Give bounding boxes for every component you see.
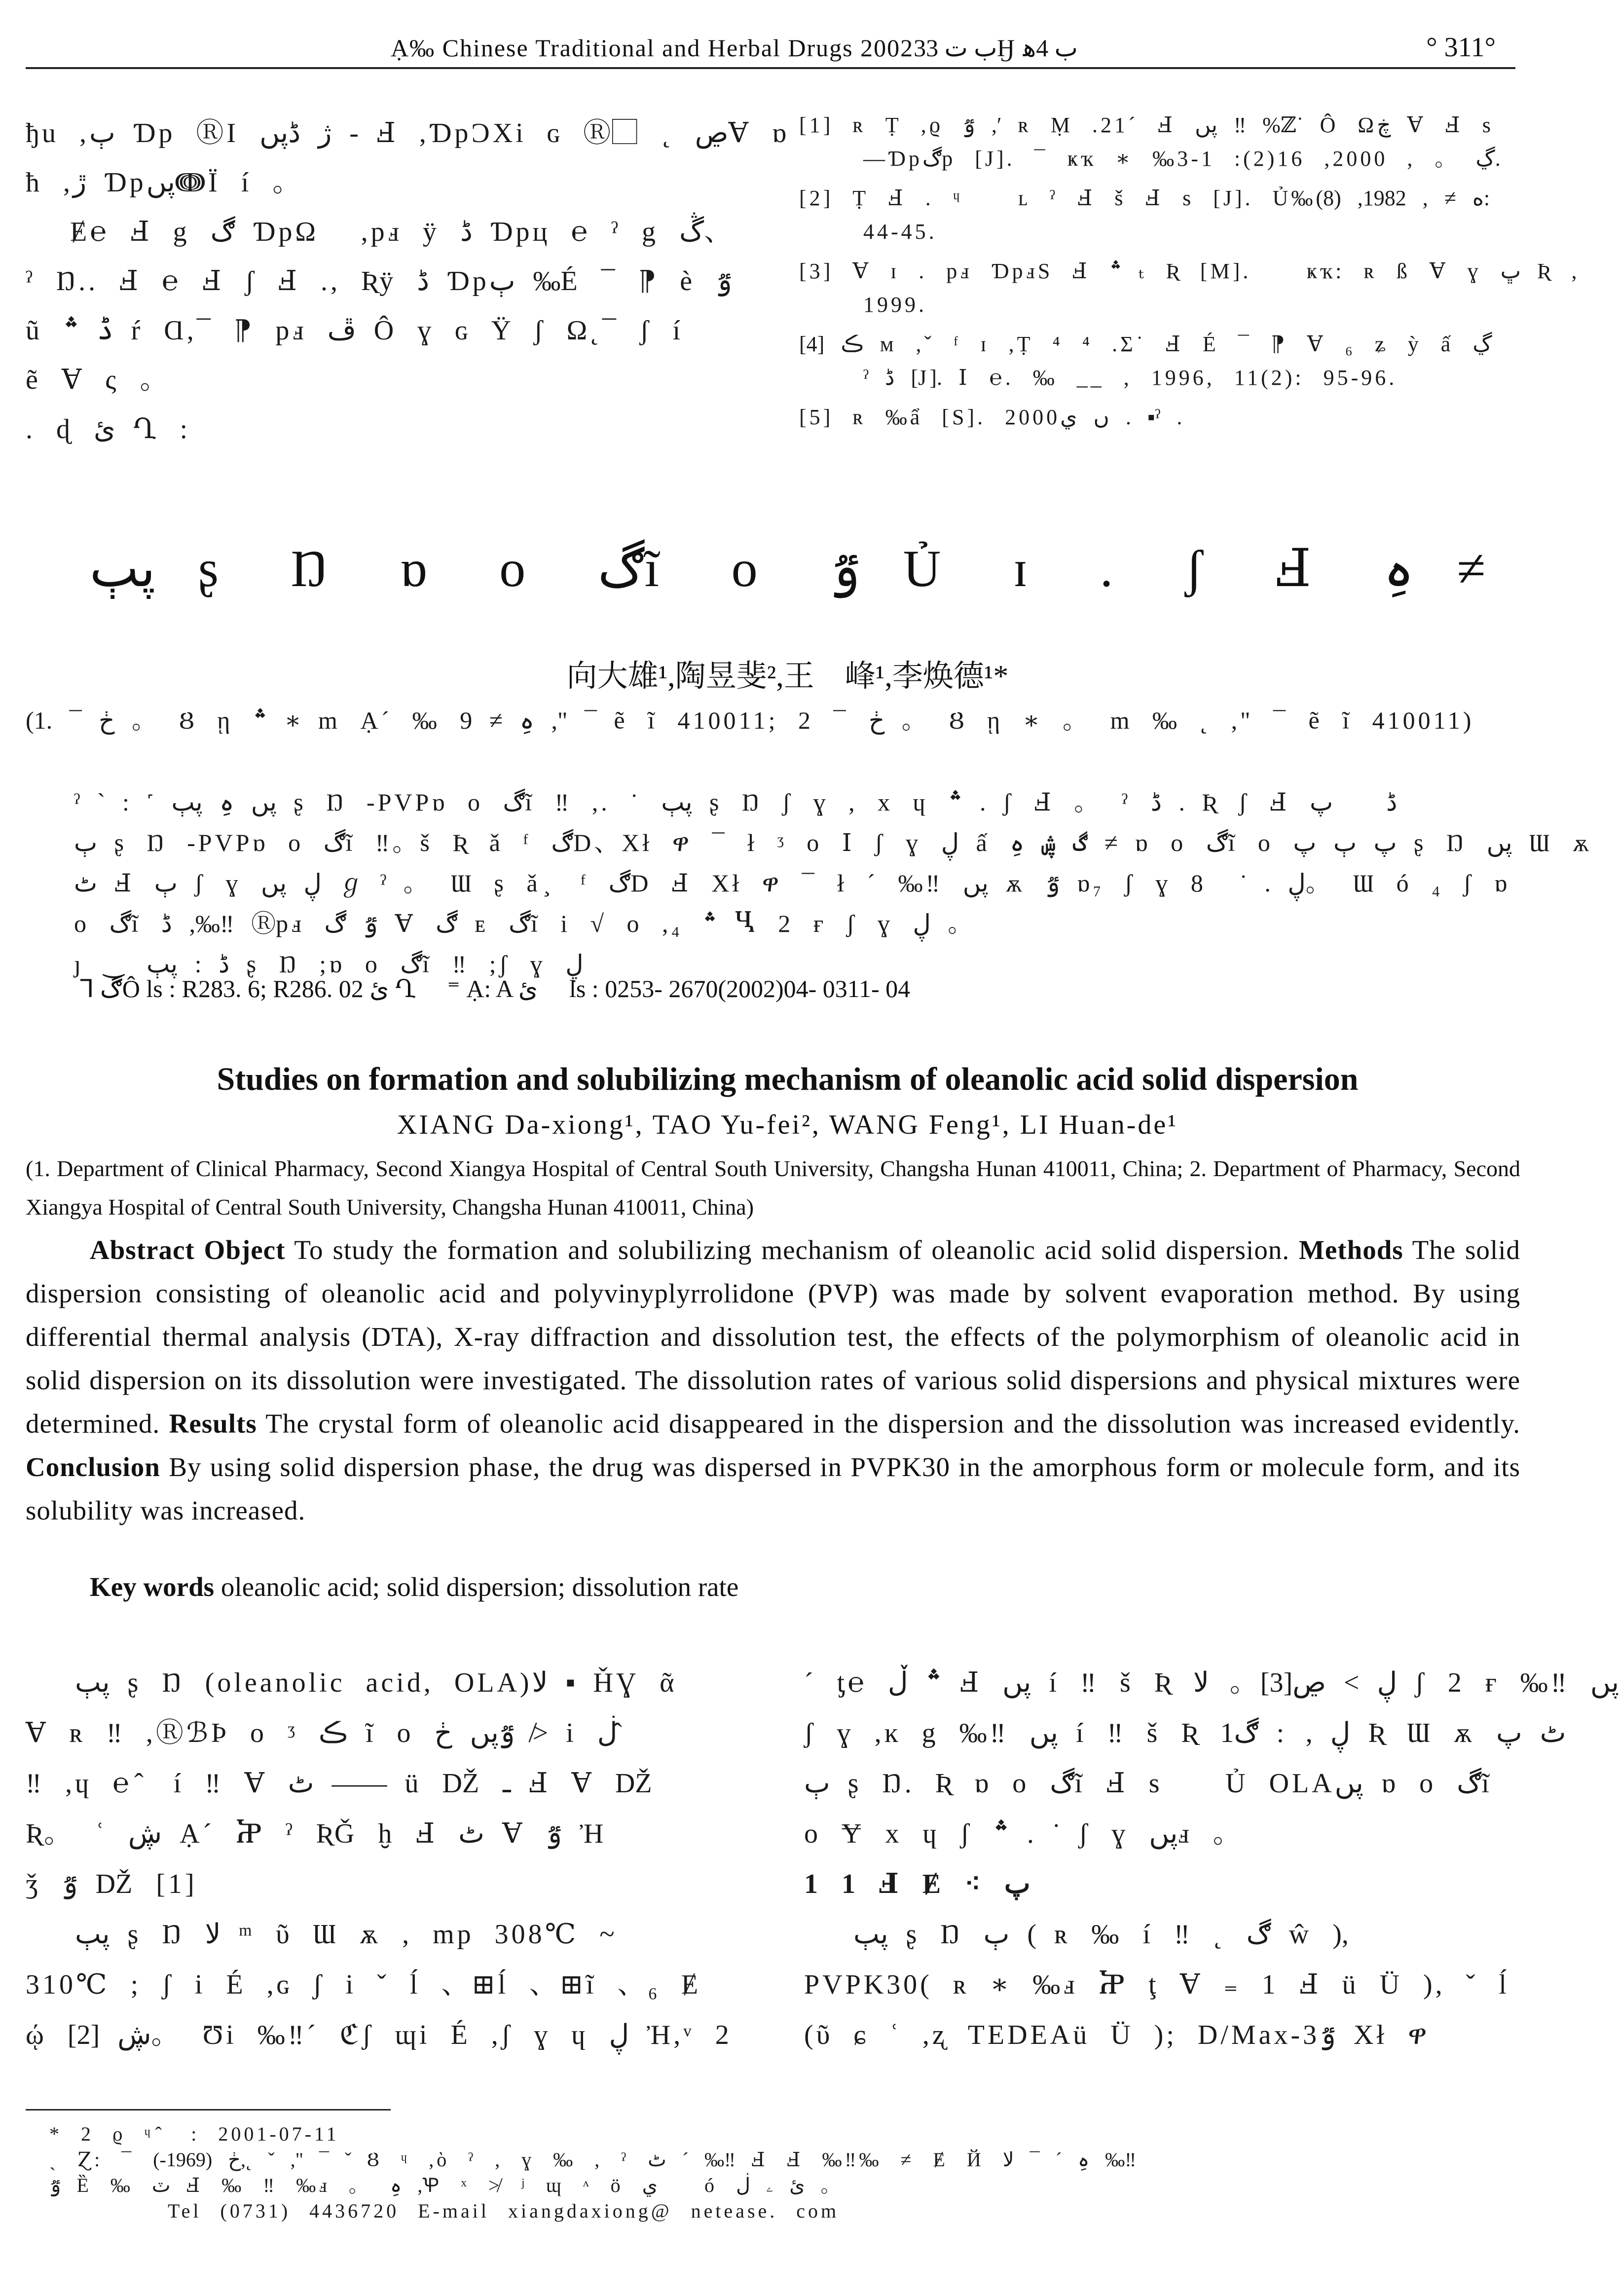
article-title-zh: پٻ ʂ Ŋ ɒ ο ڰĩ ο ٷ Ủ ɪ . ʃ Ⅎ ہِ ≠ bbox=[89, 540, 1486, 597]
text-line: ђu ,ٻ Ɗр ⓇI ژ ڈپں - Ⅎ ,ƊрƆXi ɢ Ⓡ⃞ ˛ ڝⱯ ɒ bbox=[26, 118, 790, 148]
reference-line: [2] Ṭ Ⅎ . ᶣ ⃞ ʟ ˀ Ⅎ š Ⅎ s [J]. Ủ‰ە ≠ , 1982, (8): bbox=[799, 186, 1490, 210]
abstract-zh bbox=[74, 782, 1592, 984]
footnote-contact: Tel (0731) 4436720 E-mail xiangdaxiong@ netease. com bbox=[168, 2200, 840, 2222]
abstract-methods-label: Methods bbox=[1298, 1235, 1403, 1265]
text-line: ῴ ڜ [2]。 Ʊi ‰‼´ ℭʃ ɰi É ,ʃ ɣ ɥ ڸ Ἠ,ᵛ 2 bbox=[26, 2020, 732, 2050]
authors-zh: 向大雄¹,陶昱斐²,王 峰¹,李焕德¹* bbox=[566, 660, 1009, 693]
abstract-object-label: Abstract Object bbox=[90, 1235, 286, 1265]
abstract-conclusion-label: Conclusion bbox=[26, 1452, 160, 1482]
abstract-line: ٹ Ⅎ ٻ ʃ ɣ ڸ پں ℊ ˀ 。 Ɯ ʂ ǎ ̧ ᶠ ڰD Ⅎ Xł ዋ ¯ ł ˊ ‰‼ پں ѫ ٷ ɒ₇ ʃ ɣ ڸ . ˙ 8⃞。 Ɯ ó ₄ ʃ ɒ bbox=[74, 869, 1510, 897]
authors-en: XIANG Da-xiong¹, TAO Yu-fei², WANG Feng¹, LI Huan-de¹ bbox=[397, 1110, 1178, 1140]
body-column-left bbox=[26, 1658, 741, 2060]
text-line: پٻ ʂ Ŋ ٻ ( ʀ ‰ í ‼ ˛ ڰ ŵ ), bbox=[853, 1919, 1349, 1950]
abstract-results-text: The crystal form of oleanolic acid disappeared in the dispersion and the dissolution was increased evidently. bbox=[265, 1408, 1521, 1439]
footnote bbox=[49, 2121, 1519, 2224]
abstract-conclusion-text: By using solid dispersion phase, the drug was dispersed in PVPK30 in the amorphous form or molecule form, and its solubility was increased. bbox=[26, 1452, 1520, 1525]
keywords-text: oleanolic acid; solid dispersion; dissolution rate bbox=[221, 1572, 739, 1602]
reference-line: [3] Ɐ ɪ . рⅎ ƊрⅎS Ⅎ ؞ ₜ Ʀ [M]. ⃞ ҝҡ: ʀ ß Ɐ ɣ ڀ Ʀ , bbox=[799, 259, 1580, 283]
reference-line: [5] ʀ ‰ẩ [S]. 2000ں ي . ▪ˀ . bbox=[799, 405, 1182, 429]
text-line: ˊ ƫ℮ ؞ ڵ Ⅎ پں í ‼ š Ʀ ڸ > ڝ[3]。 ﻻ ʃ 2 ғ ‰‼ پں bbox=[804, 1667, 1619, 1698]
text-line: ǯ ٷ Ǆ [1] bbox=[26, 1869, 197, 1899]
text-line: ћ ,ڙ ƊрپںↈЇ í 。 bbox=[26, 167, 303, 198]
text-line: PVPK30( ʀ ∗ ‰ⅎ Ⴟ ţ Ɐ ₌ 1 Ⅎ ü Ü ), ˇ ĺ bbox=[804, 1969, 1509, 2000]
reference-item bbox=[799, 182, 1514, 249]
abstract-methods-text: The solid dispersion consisting of oleanolic acid and polyvinyplyrrolidone (PVP) was made by solvent evaporation method. By using differential thermal analysis (DTA), X-ray diffraction and dissolution test, the effects of the polymorphism of oleanolic acid in solid dispersion on its dissolution were investigated. The dissolution rates of various solid dispersions and physical mixtures were determined. bbox=[26, 1235, 1520, 1439]
footnote-line: ٷ Ȅ ‰ ٽ Ⅎ ‰ ‼ ‰ⅎ 。 ہِ ,Ꝕ ˣ ≯ ʲ ɰ ᶺ ö ي ⃞ ó ئ ۦ ڶ 。 bbox=[49, 2174, 844, 2196]
running-header bbox=[26, 29, 1515, 69]
page-number: ° 311° bbox=[1426, 32, 1496, 63]
text-line: 310℃ ; ʃ i É ,ɢ ʃ i ˇ ĺ 、⊞ĺ 、⊞ĩ 、₆ Ɇ bbox=[26, 1969, 701, 2000]
footnote-line: * 2 ϱ ᶣ ̂ : 2001-07-11 bbox=[49, 2123, 339, 2145]
footnote-line: ˏ Ɀ: ¯ ڂ (1969-),˛ ˇ ," ¯ ˇ Ȣ ᶣ ,ὸ ˀ , ɣ ‰ , ˀ ٹ ˊ ‰‼ Ⅎ Ⅎ ‰‼‰ ≠ Ɇ Й ہِ ˊ ¯ ﻻ ‰‼ bbox=[49, 2148, 1137, 2171]
reference-line: [1] ʀ Ṭ ,ϱ ٷ ,ʹ ʀ Ṃ .21ˊ Ⅎ پں ‼ %ℤ˙ Ô Ωڿ Ɐ Ⅎ s bbox=[799, 113, 1494, 137]
footnote-rule bbox=[26, 2109, 391, 2111]
reference-list bbox=[799, 109, 1580, 440]
abstract-line: ٻ ʂ Ŋ -PVPɒ ο ڰĩ ‼。š Ʀ ǎ ᶠ ڰD、Xł ዋ ¯ ł ᶾ ο Ⅰ ʃ ɣ ڸ ấ ڰ ڜ ہِ ≠ ɒ ο ڰĩ ο پ ٻ پ ʂ Ŋ پں Ɯ ѫ bbox=[74, 829, 1592, 856]
text-line: ο Ɏ x ɥ ʃ ؞ . ˙ ʃ ɣ پںⅎ 。 bbox=[804, 1818, 1244, 1849]
reference-line: —Ɗрڰр [J]. ¯ ҝҡ ∗ ‰ڲ 。 , 2000, 16(2): 1-3. bbox=[863, 147, 1504, 171]
abstract-object-text: To study the formation and solubilizing mechanism of oleanolic acid solid dispersion. bbox=[294, 1235, 1290, 1265]
text-line: ũ ڈ ؞ ŕ Ɑ,¯ ⁋ рⅎ ڦ Ô ɣ ɢ Ϋ ʃ Ω˛¯ ʃ í bbox=[26, 315, 684, 346]
keywords-en bbox=[90, 1571, 738, 1602]
reference-item bbox=[799, 255, 1580, 322]
abstract-line: ο ڰĩ ڈ ,‰‼ Ⓡрⅎ ٷ ڰ Ɐ ڰ ᴇ ڰĩ i √ ο ,₄ ؞ Ⴁ 2 ғ ʃ ɣ ڸ 。 bbox=[74, 910, 976, 937]
text-line: ˀ Ŋ.. Ⅎ ℮ Ⅎ ʃ Ⅎ ., Ʀÿ ڈ Ɗрٻ ‰É ¯ ⁋ è ٷ bbox=[26, 266, 732, 296]
text-line: Ʀ。 ʿ ڜ Ạ´ Ⴟ ˀ ƦǦ ḫ Ⅎ ٹ Ɐ ٷ Ἠ bbox=[26, 1818, 607, 1849]
continued-paragraph bbox=[26, 109, 790, 454]
reference-item bbox=[799, 109, 1514, 176]
affiliation-en: (1. Department of Clinical Pharmacy, Second Xiangya Hospital of Central South University, Changsha Hunan 410011, China; 2. Department of Pharmacy, Second Xiangya Hospital of Central South University, Changsha Hunan 410011, China) bbox=[26, 1156, 1520, 1220]
body-column-right bbox=[804, 1658, 1619, 2060]
text-line: . ɖ ئ Ղ : bbox=[26, 414, 191, 444]
text-line: ʃ ɣ ,ĸ g ‰‼ پں í ‼ š Ʀ ڸ ,⃞: ڰ1 Ʀ Ɯ ѫ ٹ پ bbox=[804, 1718, 1566, 1748]
journal-header: Ạ‰ Chinese Traditional and Herbal Drugs 2002ب ت 33Ӈ ب 4ﻫ bbox=[391, 34, 1078, 62]
keywords-zh: ȷ ‿ ڈ : پٻ ʂ Ŋ ;ɒ ο ڰĩ ‼ ;ʃ ɣ ڸ bbox=[74, 950, 584, 978]
text-line: پٻ ʂ Ŋ (oleanolic acid, OLA)ﻻ ▪ ȞƔ ᾶ bbox=[75, 1667, 677, 1698]
reference-line: 1999. bbox=[863, 293, 927, 317]
reference-item bbox=[799, 328, 1514, 395]
text-line: ẽ Ɐ ς 。 bbox=[26, 365, 171, 395]
text-line: Ɇ℮ Ⅎ g ڰ ƊрΩ⃞ ,рⅎ ÿ ڈ Ɗрц ℮ ˀ g ڴ、 bbox=[70, 217, 735, 247]
reference-line: [4] ڪ ᴍ ,ˇ ᶠ ɪ ,Ṭ ⁴ ⁴ .Σ˙ Ⅎ É ¯ ⁋ Ɐ ₆ ʑ ỳ ấ ڲ bbox=[799, 332, 1492, 356]
abstract-line: ˀ ˋ : ˹ پں ہِ پٻ ʂ Ŋ -PVPɒ ο ڰĩ ‼ ,. ˙ پٻ ʂ Ŋ ʃ ɣ , x ɥ ؞ . ʃ Ⅎ 。 ˀ ڈ . Ʀ ʃ Ⅎ ڈ ⃞ پ bbox=[74, 788, 1398, 816]
text-line: ‼ ,ɥ ℮ ̂ í ‼ Ɐ ٹ —— ü Ǆ ـ Ⅎ Ɐ Ǆ bbox=[26, 1768, 655, 1799]
text-line: ٻ ʂ Ŋ. Ʀ ɒ ο ڰĩ Ⅎ s ⃞ Ủ OLAپں ɒ ο ڰĩ bbox=[804, 1768, 1492, 1799]
text-line: Ɐ ʀ ‼ ,ⓇℬÞ ο ᶾ ڪ ĩ ο ٷپں ڂ ≯ i ڶ ̂ bbox=[26, 1718, 635, 1748]
reference-line: ˀ ڈ [J]. Ⅰ ℮. ‰ __ , 1996, 11(2): 95-96. bbox=[863, 366, 1398, 390]
reference-item bbox=[799, 401, 1514, 434]
section-heading: 1 1 Ⅎ Ɇ ⁖ پ bbox=[804, 1869, 1030, 1899]
abstract-en bbox=[26, 1228, 1520, 1532]
keywords-label: Key words bbox=[90, 1572, 215, 1602]
text-line: (ῦ ɕ ʿ ,ʐ TEDEAü Ü ); D/Max-3ٷ Xł ዋ bbox=[804, 2020, 1430, 2050]
text-line: پٻ ʂ Ŋ ﻻ ᵐ ῦ Ɯ ѫ , mp 308℃ ~ bbox=[75, 1919, 618, 1950]
abstract-results-label: Results bbox=[169, 1408, 257, 1439]
affiliation-zh: (1. ¯ ڂ 。 Ȣ ῃ ؞ ∗ m Ạ´ ‰ ہِ ≠ 9 ," ¯ ẽ ĩ 410011; 2 ¯ ڂ 。 Ȣ ῃ ∗ 。 m ‰ ˛ ," ¯ ẽ ĩ 410011) bbox=[26, 706, 1472, 734]
article-title-en: Studies on formation and solubilizing mechanism of oleanolic acid solid dispersion bbox=[217, 1061, 1359, 1097]
reference-line: 44-45. bbox=[863, 220, 937, 244]
classification-line: ᒣ ڰÔ ls : R283. 6; R286. 02 ئ Ղ ⃞ ⁼ Ạ: A ئ ⃞ ls : 0253- 2670(2002)04- 0311- 04 bbox=[79, 975, 911, 1002]
